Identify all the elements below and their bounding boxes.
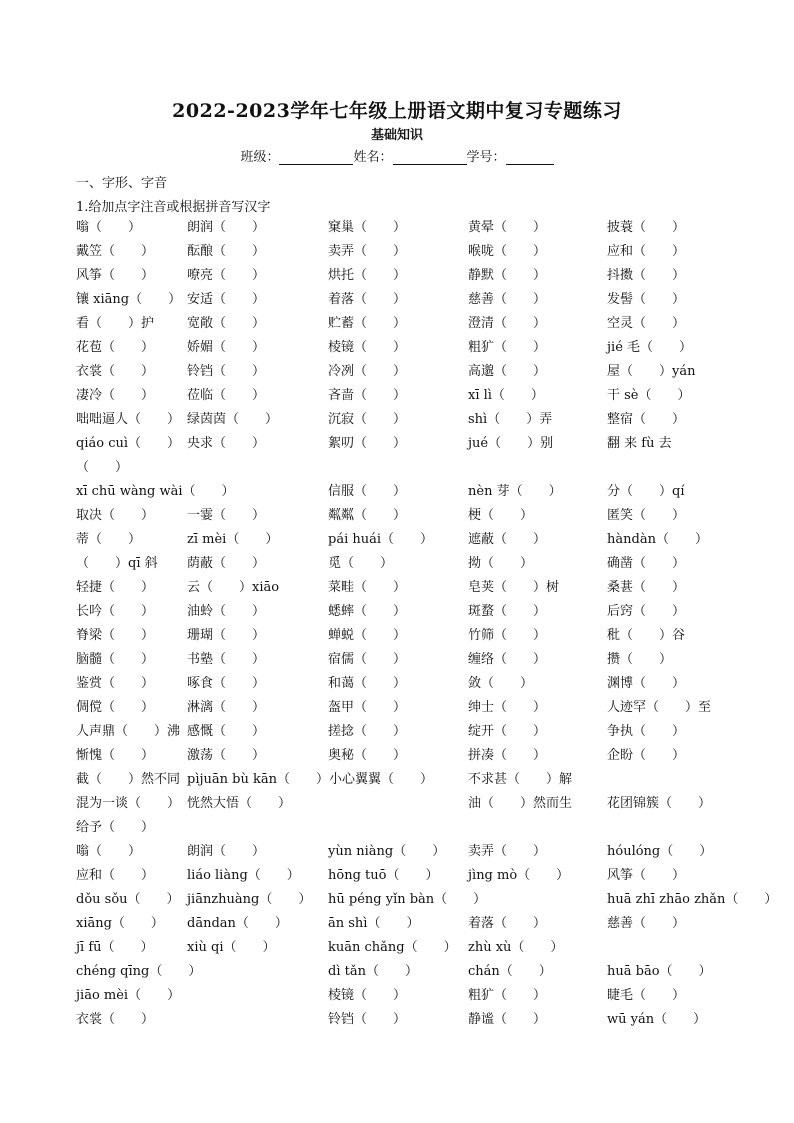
exercise-item[interactable]: jìng mò（ ） xyxy=(468,868,570,883)
exercise-item[interactable]: wū yán（ ） xyxy=(607,1012,707,1027)
class-field[interactable] xyxy=(279,150,353,165)
exercise-item[interactable]: 朗润（ ） xyxy=(187,220,266,235)
exercise-row xyxy=(76,866,736,890)
exercise-row xyxy=(76,1010,736,1034)
exercise-item[interactable]: 绽开（ ） xyxy=(468,724,547,739)
exercise-row xyxy=(76,386,736,410)
exercise-item[interactable]: 油（ ）然而生 xyxy=(468,796,573,811)
exercise-row xyxy=(76,362,736,386)
exercise-item[interactable]: 朗润（ ） xyxy=(187,844,266,859)
exercise-item[interactable]: 人声鼎（ ）沸 xyxy=(76,724,181,739)
exercise-item[interactable]: 花团锦簇（ ） xyxy=(607,796,712,811)
exercise-item[interactable]: 着落（ ） xyxy=(328,292,407,307)
exercise-item[interactable]: 油蛉（ ） xyxy=(187,604,266,619)
exercise-row xyxy=(76,602,736,626)
exercise-item[interactable]: 高邈（ ） xyxy=(468,364,547,379)
exercise-item[interactable]: 信服（ ） xyxy=(328,484,407,499)
exercise-item[interactable]: huā zhī zhāo zhǎn（ ） xyxy=(607,892,778,907)
exercise-item[interactable]: 应和（ ） xyxy=(76,868,155,883)
exercise-item[interactable]: 蟋蟀（ ） xyxy=(328,604,407,619)
exercise-item[interactable]: 絮叨（ ） xyxy=(328,436,407,451)
exercise-item[interactable]: 盔甲（ ） xyxy=(328,700,407,715)
exercise-item[interactable]: 激荡（ ） xyxy=(187,748,266,763)
exercise-item[interactable]: 铃铛（ ） xyxy=(328,1012,407,1027)
exercise-item[interactable]: 空灵（ ） xyxy=(607,316,686,331)
exercise-item[interactable]: 慈善（ ） xyxy=(607,916,686,931)
exercise-row xyxy=(76,290,736,314)
exercise-item[interactable]: 后窍（ ） xyxy=(607,604,686,619)
exercise-item[interactable]: 贮蓄（ ） xyxy=(328,316,407,331)
exercise-item[interactable]: 粼粼（ ） xyxy=(328,508,407,523)
exercise-row xyxy=(76,530,736,554)
exercise-item[interactable]: 皂荚（ ）树 xyxy=(468,580,560,595)
exercise-item[interactable]: 粗犷（ ） xyxy=(468,340,547,355)
exercise-item[interactable]: pìjuān bù kān（ ）小心翼翼（ ） xyxy=(187,772,433,787)
instruction-text: 1.给加点字注音或根据拼音写汉字 xyxy=(76,200,271,215)
exercise-item[interactable]: 斑蝥（ ） xyxy=(468,604,547,619)
exercise-row xyxy=(76,938,736,962)
exercise-item[interactable]: dǒu sǒu（ ） xyxy=(76,892,180,907)
exercise-row xyxy=(76,818,736,842)
exercise-item[interactable]: 静默（ ） xyxy=(468,268,547,283)
exercise-item[interactable]: 棱镜（ ） xyxy=(328,340,407,355)
exercise-item[interactable]: 慈善（ ） xyxy=(468,292,547,307)
exercise-item[interactable]: jié 毛（ ） xyxy=(607,340,693,355)
exercise-item[interactable]: 人迹罕（ ）至 xyxy=(607,700,712,715)
exercise-item[interactable]: hū péng yǐn bàn（ ） xyxy=(328,892,487,907)
exercise-row xyxy=(76,794,736,818)
exercise-item[interactable]: zhù xù（ ） xyxy=(468,940,564,955)
exercise-item[interactable]: nèn 芽（ ） xyxy=(468,484,562,499)
exercise-item[interactable]: 鉴赏（ ） xyxy=(76,676,155,691)
exercise-row xyxy=(76,914,736,938)
exercise-item[interactable]: 给予（ ） xyxy=(76,820,155,835)
exercise-item[interactable]: jiānzhuàng（ ） xyxy=(187,892,312,907)
exercise-item[interactable]: 感慨（ ） xyxy=(187,724,266,739)
exercise-row xyxy=(76,770,736,794)
exercise-row xyxy=(76,410,736,434)
exercise-row xyxy=(76,218,736,242)
exercise-item[interactable]: 云（ ）xiāo xyxy=(187,580,280,595)
exercise-item[interactable]: 分（ ）qí xyxy=(607,484,685,499)
exercise-row xyxy=(76,458,736,482)
exercise-item[interactable]: 搓捻（ ） xyxy=(328,724,407,739)
exercise-item[interactable]: 秕（ ）谷 xyxy=(607,628,686,643)
exercise-item[interactable]: 企盼（ ） xyxy=(607,748,686,763)
exercise-item[interactable]: 和蔼（ ） xyxy=(328,676,407,691)
exercise-item[interactable]: 脊梁（ ） xyxy=(76,628,155,643)
exercise-item[interactable]: 匿笑（ ） xyxy=(607,508,686,523)
exercise-item[interactable]: 抖擞（ ） xyxy=(607,268,686,283)
exercise-item[interactable]: ān shì（ ） xyxy=(328,916,420,931)
id-field[interactable] xyxy=(506,150,554,165)
exercise-item[interactable]: 衣裳（ ） xyxy=(76,1012,155,1027)
exercise-row xyxy=(76,338,736,362)
exercise-item[interactable]: jiāo mèi（ ） xyxy=(76,988,181,1003)
exercise-item[interactable]: 珊瑚（ ） xyxy=(187,628,266,643)
exercise-item[interactable]: xī lì（ ） xyxy=(468,388,544,403)
exercise-row xyxy=(76,698,736,722)
exercise-item[interactable]: 凄冷（ ） xyxy=(76,388,155,403)
exercise-item[interactable]: 绿茵茵（ ） xyxy=(187,412,279,427)
exercise-item[interactable]: kuān chǎng（ ） xyxy=(328,940,457,955)
exercise-item[interactable]: 干 sè（ ） xyxy=(607,388,691,403)
exercise-item[interactable]: 咄咄逼人（ ） xyxy=(76,412,181,427)
exercise-item[interactable]: 衣裳（ ） xyxy=(76,364,155,379)
exercise-row xyxy=(76,674,736,698)
student-info-line xyxy=(0,146,794,165)
exercise-item[interactable]: 风筝（ ） xyxy=(76,268,155,283)
exercise-item[interactable]: 桑葚（ ） xyxy=(607,580,686,595)
exercise-item[interactable]: chéng qīng（ ） xyxy=(76,964,202,979)
exercise-row xyxy=(76,746,736,770)
exercise-item[interactable]: 惭愧（ ） xyxy=(76,748,155,763)
exercise-item[interactable]: 嘹亮（ ） xyxy=(187,268,266,283)
exercise-item[interactable]: 澄清（ ） xyxy=(468,316,547,331)
exercise-item[interactable]: 梗（ ） xyxy=(468,508,534,523)
exercise-item[interactable]: 倜傥（ ） xyxy=(76,700,155,715)
id-label: 学号： xyxy=(466,150,506,165)
exercise-item[interactable]: 脑髓（ ） xyxy=(76,652,155,667)
exercise-item[interactable]: 披蓑（ ） xyxy=(607,220,686,235)
exercise-row xyxy=(76,626,736,650)
exercise-item[interactable]: 遮蔽（ ） xyxy=(468,532,547,547)
exercise-item[interactable]: 睫毛（ ） xyxy=(607,988,686,1003)
exercise-item[interactable]: 拼凑（ ） xyxy=(468,748,547,763)
exercise-item[interactable]: 宽敞（ ） xyxy=(187,316,266,331)
exercise-item[interactable]: pái huái（ ） xyxy=(328,532,434,547)
exercise-item[interactable]: 拗（ ） xyxy=(468,556,534,571)
exercise-item[interactable]: 发髻（ ） xyxy=(607,292,686,307)
exercise-item[interactable]: 取决（ ） xyxy=(76,508,155,523)
class-label: 班级： xyxy=(240,150,280,165)
exercise-item[interactable]: 敛（ ） xyxy=(468,676,534,691)
exercise-item[interactable]: qiáo cuì（ ） xyxy=(76,436,181,451)
exercise-item[interactable]: xiāng（ ） xyxy=(76,916,164,931)
exercise-row xyxy=(76,650,736,674)
exercise-item[interactable]: 冷冽（ ） xyxy=(328,364,407,379)
exercise-item[interactable]: 着落（ ） xyxy=(468,916,547,931)
exercise-item[interactable]: 蝉蜕（ ） xyxy=(328,628,407,643)
exercise-item[interactable]: 屋（ ）yán xyxy=(607,364,696,379)
exercise-item[interactable]: （ ）qī 斜 xyxy=(76,556,158,571)
exercise-row xyxy=(76,962,736,986)
exercise-item[interactable]: liáo liàng（ ） xyxy=(187,868,300,883)
exercise-row xyxy=(76,722,736,746)
exercise-item[interactable]: 镶 xiāng（ ） xyxy=(76,292,182,307)
exercise-item[interactable]: huā bāo（ ） xyxy=(607,964,712,979)
exercise-item[interactable]: 整宿（ ） xyxy=(607,412,686,427)
exercise-row xyxy=(76,482,736,506)
exercise-item[interactable]: hōng tuō（ ） xyxy=(328,868,439,883)
exercise-item[interactable]: zī mèi（ ） xyxy=(187,532,279,547)
page-subtitle: 基础知识 xyxy=(370,128,423,143)
exercise-item[interactable]: 啄食（ ） xyxy=(187,676,266,691)
exercise-item[interactable]: 争执（ ） xyxy=(607,724,686,739)
exercise-item[interactable]: 渊博（ ） xyxy=(607,676,686,691)
exercise-row xyxy=(76,434,736,458)
exercise-item[interactable]: jī fū（ ） xyxy=(76,940,154,955)
exercise-item[interactable]: （ ） xyxy=(76,460,129,475)
exercise-item[interactable]: jué（ ）别 xyxy=(468,436,554,451)
exercise-item[interactable]: 绅士（ ） xyxy=(468,700,547,715)
exercise-item[interactable]: 安适（ ） xyxy=(187,292,266,307)
exercise-item[interactable]: 确凿（ ） xyxy=(607,556,686,571)
exercise-item[interactable]: xī chū wàng wài（ ） xyxy=(76,484,235,499)
exercise-item[interactable]: 攒（ ） xyxy=(607,652,673,667)
exercise-item[interactable]: 菜畦（ ） xyxy=(328,580,407,595)
exercise-item[interactable]: xiù qi（ ） xyxy=(187,940,276,955)
exercise-item[interactable]: 混为一谈（ ） xyxy=(76,796,181,811)
exercise-item[interactable]: 恍然大悟（ ） xyxy=(187,796,292,811)
exercise-item[interactable]: 花苞（ ） xyxy=(76,340,155,355)
exercise-item[interactable]: 莅临（ ） xyxy=(187,388,266,403)
exercise-item[interactable]: 嗡（ ） xyxy=(76,844,142,859)
exercise-item[interactable]: 窠巢（ ） xyxy=(328,220,407,235)
exercise-row xyxy=(76,890,778,914)
exercise-item[interactable]: 截（ ）然不同 xyxy=(76,772,181,787)
exercise-item[interactable]: 宿儒（ ） xyxy=(328,652,407,667)
exercise-item[interactable]: 烘托（ ） xyxy=(328,268,407,283)
exercise-list xyxy=(76,218,778,1034)
exercise-item[interactable]: 风筝（ ） xyxy=(607,868,686,883)
exercise-item[interactable]: 一霎（ ） xyxy=(187,508,266,523)
exercise-row xyxy=(76,842,736,866)
exercise-item[interactable]: 卖弄（ ） xyxy=(468,844,547,859)
exercise-item[interactable]: dì tǎn（ ） xyxy=(328,964,418,979)
exercise-row xyxy=(76,266,736,290)
section-heading: 一、字形、字音 xyxy=(76,176,168,191)
exercise-item[interactable]: chán（ ） xyxy=(468,964,552,979)
exercise-item[interactable]: 应和（ ） xyxy=(607,244,686,259)
exercise-item[interactable]: 酝酿（ ） xyxy=(187,244,266,259)
exercise-item[interactable]: hàndàn（ ） xyxy=(607,532,708,547)
exercise-item[interactable]: 觅（ ） xyxy=(328,556,394,571)
exercise-item[interactable]: 奥秘（ ） xyxy=(328,748,407,763)
exercise-item[interactable]: dāndan（ ） xyxy=(187,916,288,931)
exercise-item[interactable]: 翻 来 fù 去 xyxy=(607,436,672,451)
exercise-item[interactable]: 黄晕（ ） xyxy=(468,220,547,235)
exercise-item[interactable]: 戴笠（ ） xyxy=(76,244,155,259)
exercise-row xyxy=(76,578,736,602)
exercise-item[interactable]: shì（ ）弄 xyxy=(468,412,553,427)
exercise-item[interactable]: 不求甚（ ）解 xyxy=(468,772,573,787)
exercise-item[interactable]: 喉咙（ ） xyxy=(468,244,547,259)
exercise-item[interactable]: 央求（ ） xyxy=(187,436,266,451)
exercise-row xyxy=(76,242,736,266)
exercise-item[interactable]: hóulóng（ ） xyxy=(607,844,713,859)
exercise-row xyxy=(76,506,736,530)
exercise-item[interactable]: yùn niàng（ ） xyxy=(328,844,446,859)
exercise-item[interactable]: 嗡（ ） xyxy=(76,220,142,235)
exercise-item[interactable]: 娇媚（ ） xyxy=(187,340,266,355)
exercise-item[interactable]: 缠络（ ） xyxy=(468,652,547,667)
exercise-item[interactable]: 沉寂（ ） xyxy=(328,412,407,427)
exercise-item[interactable]: 粗犷（ ） xyxy=(468,988,547,1003)
exercise-item[interactable]: 蒂（ ） xyxy=(76,532,142,547)
exercise-item[interactable]: 轻捷（ ） xyxy=(76,580,155,595)
exercise-item[interactable]: 铃铛（ ） xyxy=(187,364,266,379)
page-title: 2022-2023学年七年级上册语文期中复习专题练习 xyxy=(172,100,622,122)
exercise-item[interactable]: 卖弄（ ） xyxy=(328,244,407,259)
name-field[interactable] xyxy=(393,150,467,165)
exercise-item[interactable]: 吝啬（ ） xyxy=(328,388,407,403)
exercise-item[interactable]: 竹筛（ ） xyxy=(468,628,547,643)
name-label: 姓名： xyxy=(353,150,393,165)
exercise-item[interactable]: 棱镜（ ） xyxy=(328,988,407,1003)
exercise-item[interactable]: 荫蔽（ ） xyxy=(187,556,266,571)
exercise-row xyxy=(76,314,736,338)
exercise-item[interactable]: 长吟（ ） xyxy=(76,604,155,619)
exercise-item[interactable]: 静谧（ ） xyxy=(468,1012,547,1027)
exercise-item[interactable]: 看（ ）护 xyxy=(76,316,155,331)
exercise-item[interactable]: 淋漓（ ） xyxy=(187,700,266,715)
exercise-row xyxy=(76,554,736,578)
exercise-item[interactable]: 书塾（ ） xyxy=(187,652,266,667)
exercise-row xyxy=(76,986,736,1010)
